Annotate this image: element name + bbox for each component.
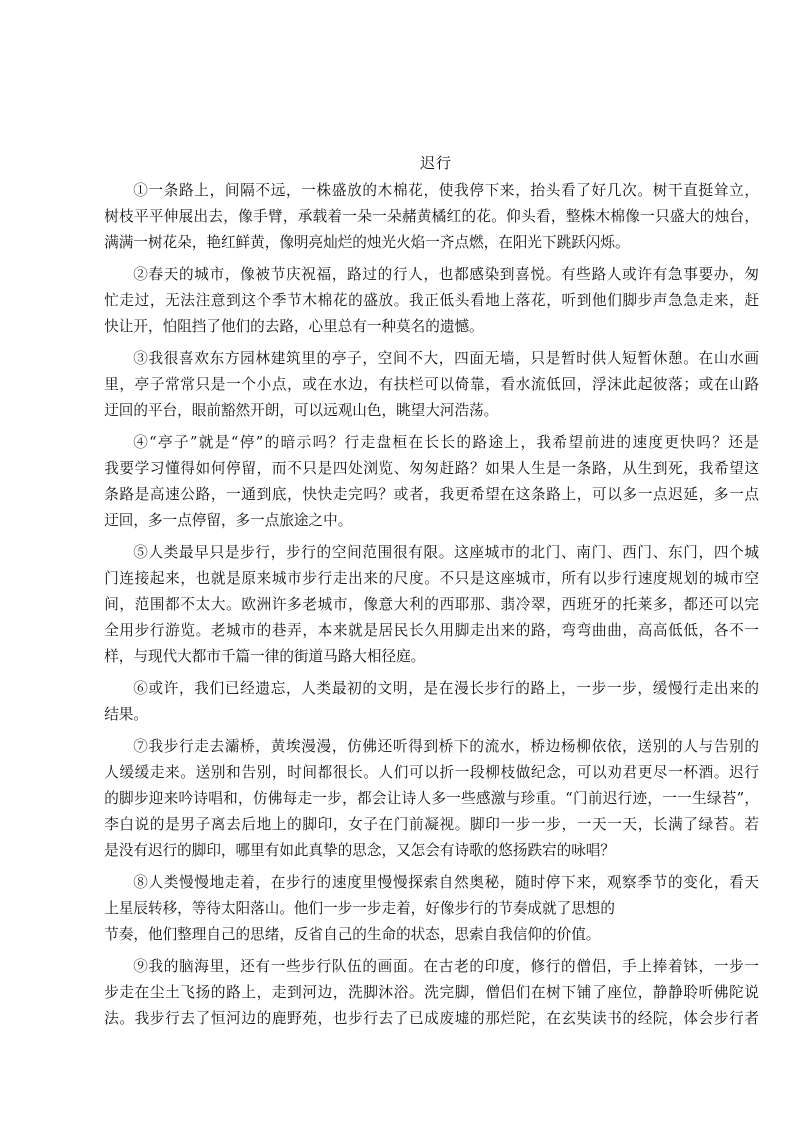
text-line: 忙走过，无法注意到这个季节木棉花的盛放。我正低头看地上落花，听到他们脚步声急急走来，赶 xyxy=(104,292,759,309)
text-line: 法。我步行去了恒河边的鹿野苑，也步行去了已成废墟的那烂陀，在玄奘读书的经院，体会步行者 xyxy=(104,1010,759,1027)
paragraph-5 xyxy=(75,540,759,670)
paragraph-7 xyxy=(75,734,759,864)
text-line: 李白说的是男子离去后地上的脚印，女子在门前凝视。脚印一步一步，一天一天，长满了绿苔。若 xyxy=(104,816,759,833)
text-line: 里，亭子常常只是一个小点，或在水边，有扶栏可以倚靠，看水流低回，浮沫此起彼落；或在山路 xyxy=(104,376,759,393)
text-line: 迂回，多一点停留，多一点旅途之中。 xyxy=(104,512,353,529)
text-line: 条路是高速公路，一通到底，快快走完吗？或者，我更希望在这条路上，可以多一点迟延，多一点 xyxy=(104,486,759,503)
text-line: ⑤人类最早只是步行，步行的空间范围很有限。这座城市的北门、南门、西门、东门，四个城 xyxy=(133,544,759,561)
text-line: ⑨我的脑海里，还有一些步行队伍的画面。在古老的印度，修行的僧侣，手上捧着钵，一步一 xyxy=(133,958,759,975)
text-line: ⑦我步行走去灞桥，黄埃漫漫，仿佛还听得到桥下的流水，桥边杨柳依依，送别的人与告别的 xyxy=(133,738,759,755)
text-line: 满满一树花朵，艳红鲜黄，像明亮灿烂的烛光火焰一齐点燃，在阳光下跳跃闪烁。 xyxy=(104,234,630,251)
text-line: ⑥或许，我们已经遗忘，人类最初的文明，是在漫长步行的路上，一步一步，缓慢行走出来的 xyxy=(133,680,759,697)
text-line: ④“亭子”就是“停”的暗示吗？行走盘桓在长长的路途上，我希望前进的速度更快吗？还是 xyxy=(133,434,759,451)
text-line: ⑧人类慢慢地走着，在步行的速度里慢慢探索自然奥秘，随时停下来，观察季节的变化，看天 xyxy=(133,874,759,891)
text-line: ①一条路上，间隔不远，一株盛放的木棉花，使我停下来，抬头看了好几次。树干直挺耸立， xyxy=(133,182,759,199)
paragraph-6 xyxy=(75,676,759,728)
paragraph-2 xyxy=(75,262,759,340)
text-line: ③我很喜欢东方园林建筑里的亭子，空间不大，四面无墙，只是暂时供人短暂休憩。在山水画 xyxy=(133,350,759,367)
paragraph-1 xyxy=(75,178,759,256)
text-line: 全用步行游览。老城市的巷弄，本来就是居民长久用脚走出来的路，弯弯曲曲，高高低低，各不一 xyxy=(104,622,759,639)
text-line: ②春天的城市，像被节庆祝福，路过的行人，也都感染到喜悦。有些路人或许有急事要办，匆 xyxy=(133,266,759,283)
document-title: 迟行 xyxy=(419,154,452,172)
text-line: 结果。 xyxy=(104,706,148,723)
text-line: 是没有迟行的脚印，哪里有如此真挚的思念，又怎会有诗歌的悠扬跌宕的咏唱？ xyxy=(104,842,615,859)
text-line: 上星辰转移，等待太阳落山。他们一步一步走着，好像步行的节奏成就了思想的 xyxy=(104,900,615,917)
text-line: 我要学习懂得如何停留，而不只是四处浏览、匆匆赶路？如果人生是一条路，从生到死，我希望这 xyxy=(104,460,759,477)
text-line: 树枝平平伸展出去，像手臂，承载着一朵一朵赭黄橘红的花。仰头看，整株木棉像一只盛大的烛台， xyxy=(104,208,759,225)
paragraph-9 xyxy=(75,954,759,1032)
paragraph-8 xyxy=(75,870,759,948)
text-line: 的脚步迎来吟诗唱和，仿佛每走一步，都会让诗人多一些感激与珍重。“门前迟行迹，一一生绿苔”， xyxy=(104,790,759,807)
paragraph-4 xyxy=(75,430,759,534)
text-line: 迂回的平台，眼前豁然开朗，可以远观山色，眺望大河浩荡。 xyxy=(104,402,499,419)
text-line: 间，范围都不太大。欧洲许多老城市，像意大利的西耶那、翡冷翠，西班牙的托莱多，都还可以完 xyxy=(104,596,759,613)
text-line: 步走在尘土飞扬的路上，走到河边，洗脚沐浴。洗完脚，僧侣们在树下铺了座位，静静聆听佛陀说 xyxy=(104,984,759,1001)
paragraph-3 xyxy=(75,346,759,424)
text-line: 人缓缓走来。送别和告别，时间都很长。人们可以折一段柳枝做纪念，可以劝君更尽一杯酒。迟行 xyxy=(104,764,759,781)
document-body xyxy=(75,178,759,1038)
text-line: 快让开，怕阻挡了他们的去路，心里总有一种莫名的遗憾。 xyxy=(104,318,484,335)
text-line: 门连接起来，也就是原来城市步行走出来的尺度。不只是这座城市，所有以步行速度规划的城市空 xyxy=(104,570,759,587)
text-line: 节奏，他们整理自己的思绪，反省自己的生命的状态，思索自我信仰的价值。 xyxy=(104,926,601,943)
text-line: 样，与现代大都市千篇一律的街道马路大相径庭。 xyxy=(104,648,426,665)
